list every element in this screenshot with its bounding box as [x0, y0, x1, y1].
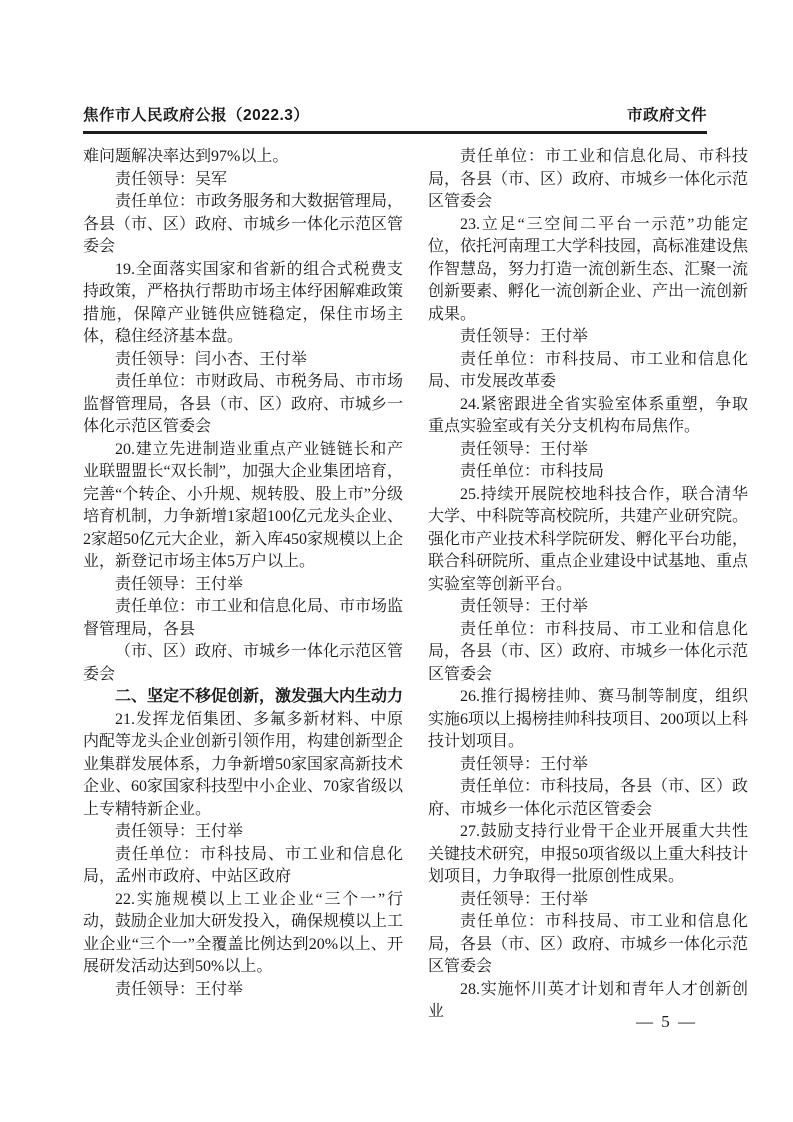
- paragraph: 21.发挥龙佰集团、多氟多新材料、中原内配等龙头企业创新引领作用，构建创新型企业集群发展体系，力争新增50家国家高新技术企业、60家国家科技型中小企业、70家省级以上专精特新企业。: [83, 710, 404, 818]
- paragraph: 24.紧密跟进全省实验室体系重塑，争取重点实验室或有关分支机构布局焦作。: [428, 395, 748, 435]
- paragraph: 责任领导：王付举: [460, 890, 589, 908]
- paragraph: 23.立足“三空间二平台一示范”功能定位，依托河南理工大学科技园，高标准建设焦作智慧岛，努力打造一流创新生态、汇聚一流创新要素、孵化一流创新企业、产出一流创新成果。: [428, 215, 749, 323]
- paragraph: 责任单位：市科技局、市工业和信息化局，各县（市、区）政府、市城乡一体化示范区管委会: [428, 913, 749, 975]
- paragraph: 责任单位：市科技局、市工业和信息化局、市发展改革委: [428, 350, 748, 390]
- paragraph: 25.持续开展院校地科技合作，联合清华大学、中科院等高校院所，共建产业研究院。强化市产业技术科学院研发、孵化平台功能，联合科研院所、重点企业建设中试基地、重点实验室等创新平台。: [428, 485, 749, 593]
- paragraph: 27.鼓励支持行业骨干企业开展重大共性关键技术研究，申报50项省级以上重大科技计划项目，力争取得一批原创性成果。: [428, 823, 749, 885]
- paragraph: 22.实施规模以上工业企业“三个一”行动，鼓励企业加大研发投入，确保规模以上工业企业“三个一”全覆盖比例达到20%以上、开展研发活动达到50%以上。: [83, 890, 404, 975]
- right-column: [428, 146, 748, 1024]
- paragraph: 责任单位：市科技局、市工业和信息化局，各县（市、区）政府、市城乡一体化示范区管委会: [428, 620, 749, 683]
- paragraph: 责任领导：王付举: [460, 328, 589, 345]
- paragraph: 责任领导：王付举: [460, 755, 589, 773]
- paragraph: 责任单位：市工业和信息化局、市市场监督管理局，各县: [83, 598, 404, 638]
- document-category: 市政府文件: [626, 107, 707, 124]
- header-divider: [83, 131, 707, 134]
- paragraph: 责任单位：市政务服务和大数据管理局，各县（市、区）政府、市城乡一体化示范区管委会: [83, 193, 404, 255]
- paragraph: 责任单位：市科技局: [460, 463, 605, 480]
- paragraph: 责任单位：市财政局、市税务局、市市场监督管理局，各县（市、区）政府、市城乡一体化示范区管委会: [83, 373, 404, 435]
- paragraph: 责任领导：王付举: [460, 598, 589, 615]
- paragraph: 责任领导：闫小杏、王付举: [115, 350, 308, 368]
- content-columns: [83, 146, 748, 1024]
- gazette-title: 焦作市人民政府公报（2022.3）: [83, 107, 310, 124]
- paragraph: 责任领导：王付举: [115, 575, 244, 593]
- paragraph: （市、区）政府、市城乡一体化示范区管委会: [83, 643, 404, 683]
- paragraph: 责任领导：王付举: [115, 980, 244, 998]
- paragraph: 责任领导：王付举: [460, 440, 589, 458]
- paragraph: 责任单位：市科技局、市工业和信息化局，孟州市政府、中站区政府: [83, 845, 403, 885]
- page-number: — 5 —: [636, 1012, 697, 1031]
- paragraph: 责任单位：市工业和信息化局、市科技局，各县（市、区）政府、市城乡一体化示范区管委会: [428, 148, 749, 210]
- section-heading: 二、坚定不移促创新，激发强大内生动力: [115, 688, 404, 705]
- left-column: [83, 146, 403, 1024]
- paragraph: 26.推行揭榜挂帅、赛马制等制度，组织实施6项以上揭榜挂帅科技项目、200项以上科技计划项目。: [428, 688, 749, 750]
- gazette-header: [83, 103, 707, 125]
- paragraph: 责任单位：市科技局，各县（市、区）政府、市城乡一体化示范区管委会: [428, 778, 749, 818]
- paragraph: 责任领导：王付举: [115, 823, 244, 840]
- paragraph: 难问题解决率达到97%以上。: [83, 148, 289, 165]
- paragraph: 28.实施怀川英才计划和青年人才创新创业: [428, 980, 748, 1020]
- paragraph: 责任领导：吴军: [115, 170, 228, 188]
- paragraph: 19.全面落实国家和省新的组合式税费支持政策，严格执行帮助市场主体纾困解难政策措施，保障产业链供应链稳定，保住市场主体，稳住经济基本盘。: [83, 260, 404, 345]
- paragraph: 20.建立先进制造业重点产业链链长和产业联盟盟长“双长制”，加强大企业集团培育，完善“个转企、小升规、规转股、股上市”分级培育机制，力争新增1家超100亿元龙头企业、2家超50亿元大企业，新入库450家规模以上企业，新登记市场主体5万户以上。: [83, 440, 404, 570]
